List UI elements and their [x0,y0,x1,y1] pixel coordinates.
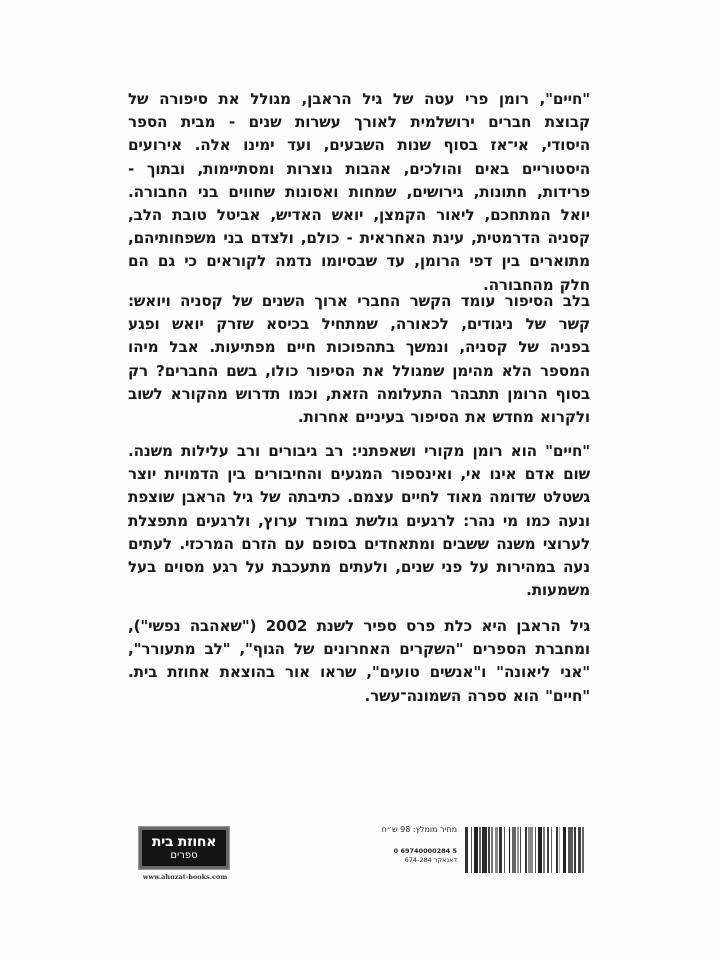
blurb-paragraph-3 [128,440,590,602]
text-line: חלק מהחבורה. [483,275,590,294]
text-line: בפניה של קסניה, ונמשך בתהפוכות חיים מפתיעות. אבל מיהו [128,338,590,357]
text-line: "חיים", רומן פרי עטה של גיל הראבן, מגולל את סיפורה של [128,90,590,108]
text-line: יואל המתחכם, ליאור הקמצן, יואש האדיש, אביטל טובת הלב, [128,205,590,224]
publisher-logo [138,826,230,870]
catalog-number: דאנאקר 674-284 [404,856,457,864]
text-line: גיל הראבן היא כלת פרס ספיר לשנת 2002 ("שאהבה נפשי"), [128,617,590,635]
text-line: ונעה כמו מי נהר: לרגעים גולשת במורד ערוץ, ולרגעים מתפצלת [128,511,590,530]
text-line: משמעות. [526,581,590,600]
barcode-bar [582,827,584,873]
text-line: ומחברת הספרים "השקרים האחרונים של הגוף", "לב מתעורר", [128,640,590,659]
text-line: המספר הלא מהימן שמגולל את הסיפור כולו, בשם החברים? רק [128,361,590,380]
publisher-logo-subtitle: ספרים [170,850,198,861]
text-line: מתוארים בין דפי הרומן, עד שבסיומו נדמה לקוראים כי גם הם [128,252,590,271]
text-line: נעה במהירות על פני שנים, ולעתים מתעכבת על רגע מסוים בעל [128,557,590,576]
text-line: "חיים" הוא רומן מקורי ושאפתני: רב גיבורים ורב עלילות משנה. [128,442,590,460]
blurb-paragraph-2 [128,290,590,429]
publisher-website: www.ahuzat-books.com [142,873,228,881]
text-line: בסוף הרומן תתבהר התעלומה הזאת, וכמו תדרוש מהקורא לשוב [128,384,590,403]
blurb-paragraph-1 [128,88,590,297]
text-line: קסניה הדרמטית, עינת האחראית - כולם, ולצדם בני משפחותיהם, [128,229,590,248]
text-line: "אני ליאונה" ו"אנשים טועים", שראו אור בהוצאת אחוזת בית. [128,663,590,682]
text-line: גשטלט שדומה מאוד לחיים עצמם. כתיבתה של גיל הראבן שוצפת [128,488,590,507]
text-line: בלב הסיפור עומד הקשר החברי ארוך השנים של קסניה ויואש: [128,292,590,310]
price-block [360,824,457,865]
isbn-digits: 0 69740000284 5 [393,847,457,855]
text-line: פרידות, חתונות, גירושים, שמחות ואסונות שחווים בני החבורה. [128,182,590,201]
text-line: היסטוריים באים והולכים, אהבות נוצרות ומסתיימות, ובתוך - [128,159,590,178]
text-line: קשר של ניגודים, לכאורה, שמתחיל בכיסא שזרק יואש ופגע [128,315,590,334]
recommended-price: מחיר מומלץ: 98 ש״ח [381,825,457,834]
text-line: ולקרוא מחדש את הסיפור בעיניים אחרות. [297,407,590,426]
text-line: היסודי, אי־אז בסוף שנות השבעים, ועד ימינו אלה. אירועים [128,136,590,155]
text-line: קבוצת חברים ירושלמית לאורך עשרות שנים - מבית הספר [128,113,590,132]
barcode [465,827,585,873]
text-line: שום אדם אינו אי, ואינספור המגעים והחיבורים בין הדמויות יוצר [128,465,590,484]
text-line: לערוצי משנה ששבים ומתאחדים בסופם עם הזרם המרכזי. לעתים [128,534,590,553]
publisher-logo-title: אחוזת בית [151,834,217,850]
publisher-logo-box [142,830,226,866]
author-bio-paragraph [128,615,590,708]
text-line: "חיים" הוא ספרה השמונה־עשר. [364,686,590,705]
